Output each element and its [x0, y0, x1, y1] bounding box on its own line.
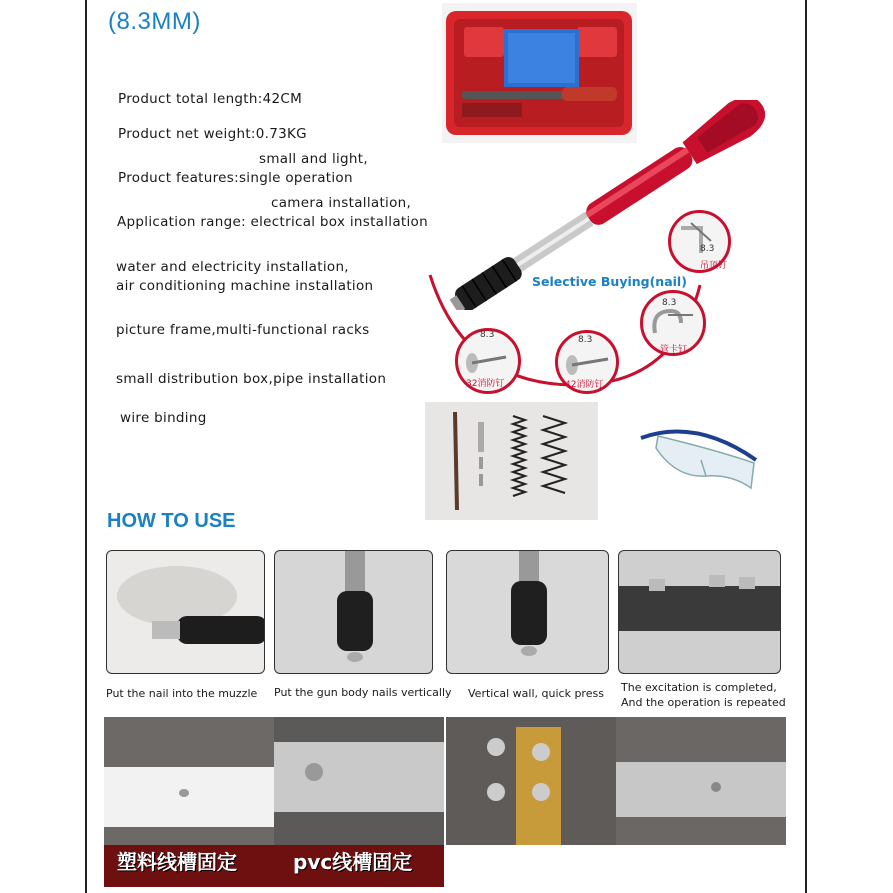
example-photo-1	[104, 717, 274, 845]
step-caption-1: Put the nail into the muzzle	[106, 687, 258, 700]
nail-label-1: 吊顶钉	[700, 261, 728, 271]
example-label-2: pvc线槽固定	[293, 850, 413, 874]
safety-glasses-image	[636, 418, 761, 496]
nail-size-1: 8.3	[700, 244, 715, 254]
nail-size-3: 8.3	[578, 335, 593, 345]
nail-size-4: 8.3	[480, 330, 495, 340]
step-caption-2: Put the gun body nails vertically	[274, 686, 452, 699]
spec-range-line2: Application range: electrical box installation	[117, 214, 428, 230]
spec-extra4: wire binding	[120, 410, 207, 426]
example-photo-3	[446, 717, 616, 845]
spec-features-line2: Product features:single operation	[118, 170, 353, 186]
spec-extra3: small distribution box,pipe installation	[116, 371, 387, 387]
spec-extra1-line1: water and electricity installation,	[116, 259, 349, 275]
spec-extra1-line2: air conditioning machine installation	[116, 278, 374, 294]
step-photo-2	[274, 550, 433, 674]
spec-extra2: picture frame,multi-functional racks	[116, 322, 370, 338]
spec-weight: Product net weight:0.73KG	[118, 126, 307, 142]
example-label-1: 塑料线槽固定	[117, 850, 237, 874]
step-caption-3: Vertical wall, quick press	[468, 687, 604, 700]
example-photo-4	[616, 717, 786, 845]
spare-parts-image	[425, 402, 598, 520]
spec-length: Product total length:42CM	[118, 91, 303, 107]
nail-size-2: 8.3	[662, 298, 677, 308]
step-caption-4b: And the operation is repeated	[621, 696, 786, 709]
example-photo-2	[274, 717, 444, 845]
nail-label-2: 管卡钉	[660, 345, 688, 355]
how-to-use-heading: HOW TO USE	[107, 510, 236, 532]
nail-label-4: 32消防钉	[466, 379, 505, 389]
step-photo-1	[106, 550, 265, 674]
step-photo-4	[618, 550, 781, 674]
spec-range-line1: camera installation,	[271, 195, 412, 211]
nails-title: Selective Buying(nail)	[532, 274, 687, 289]
nail-label-3: 42消防钉	[565, 380, 604, 390]
page-title: (8.3MM)	[108, 8, 201, 35]
spec-features-line1: small and light,	[259, 151, 368, 167]
step-caption-4a: The excitation is completed,	[621, 681, 777, 694]
step-photo-3	[446, 550, 609, 674]
